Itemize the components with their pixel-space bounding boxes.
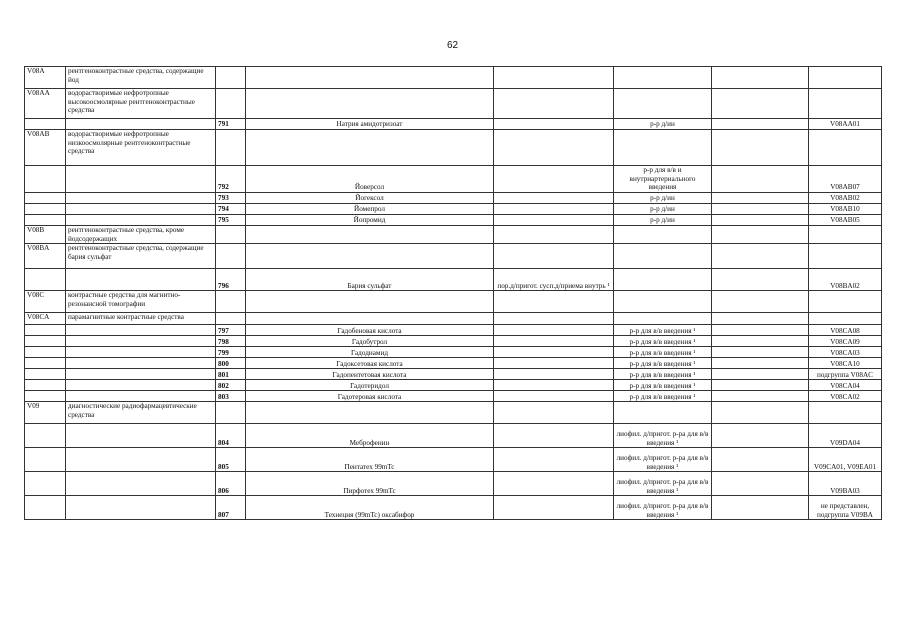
note-cell <box>712 119 809 130</box>
dosage-form-alt-cell: р-р для в/в введения ¹ <box>614 325 712 336</box>
row-number-cell: 792 <box>216 166 246 193</box>
atc-code-cell: V08AA <box>25 89 66 119</box>
atc-ref-code-cell: V08CA08 <box>809 325 882 336</box>
dosage-form-alt-cell: лиофил. д/пригот. р-ра для в/в введения ¹ <box>614 424 712 448</box>
dosage-form-cell <box>494 336 614 347</box>
drug-name-cell: Пирфотех 99mTc <box>246 472 494 496</box>
drug-name-cell: Пентатех 99mTc <box>246 448 494 472</box>
drug-name-cell <box>246 67 494 89</box>
atc-ref-code-cell <box>809 89 882 119</box>
dosage-form-alt-cell <box>614 130 712 166</box>
dosage-form-alt-cell: р-р для в/в введения ¹ <box>614 358 712 369</box>
group-name-cell: рентгеноконтрастные средства, содержащие йод <box>66 67 216 89</box>
group-name-cell: парамагнитные контрастные средства <box>66 313 216 325</box>
atc-code-cell <box>25 215 66 226</box>
group-name-cell <box>66 391 216 402</box>
atc-ref-code-cell: V08BA02 <box>809 269 882 291</box>
atc-ref-code-cell <box>809 226 882 244</box>
dosage-form-cell <box>494 166 614 193</box>
drug-name-cell: Бария сульфат <box>246 269 494 291</box>
atc-ref-code-cell: подгруппа V08AC <box>809 369 882 380</box>
group-name-cell <box>66 380 216 391</box>
note-cell <box>712 496 809 520</box>
atc-ref-code-cell: V09DA04 <box>809 424 882 448</box>
drug-name-cell: Гадоксетовая кислота <box>246 358 494 369</box>
dosage-form-alt-cell: лиофил. д/пригот. р-ра для в/в введения ¹ <box>614 496 712 520</box>
drug-name-cell: Йопромид <box>246 215 494 226</box>
note-cell <box>712 380 809 391</box>
dosage-form-alt-cell <box>614 244 712 269</box>
table-row <box>25 402 882 424</box>
row-number-cell: 806 <box>216 472 246 496</box>
dosage-form-cell: пор.д/пригот. сусп.д/приема внутрь ¹ <box>494 269 614 291</box>
atc-code-cell <box>25 369 66 380</box>
group-name-cell: диагностические радиофармацевтические средства <box>66 402 216 424</box>
dosage-form-cell <box>494 424 614 448</box>
atc-code-cell: V09 <box>25 402 66 424</box>
dosage-form-cell <box>494 325 614 336</box>
table-row <box>25 193 882 204</box>
group-name-cell <box>66 215 216 226</box>
dosage-form-alt-cell: р-р д/ин <box>614 119 712 130</box>
note-cell <box>712 391 809 402</box>
note-cell <box>712 291 809 313</box>
note-cell <box>712 269 809 291</box>
row-number-cell <box>216 291 246 313</box>
dosage-form-cell <box>494 244 614 269</box>
atc-code-cell: V08BA <box>25 244 66 269</box>
note-cell <box>712 347 809 358</box>
atc-ref-code-cell: V08AB07 <box>809 166 882 193</box>
row-number-cell: 801 <box>216 369 246 380</box>
drug-name-cell: Гадотеровая кислота <box>246 391 494 402</box>
row-number-cell <box>216 67 246 89</box>
atc-ref-code-cell <box>809 313 882 325</box>
table-row <box>25 336 882 347</box>
table-row <box>25 472 882 496</box>
drug-name-cell: Натрия амидотризоат <box>246 119 494 130</box>
dosage-form-alt-cell: р-р д/ин <box>614 204 712 215</box>
group-name-cell <box>66 166 216 193</box>
note-cell <box>712 313 809 325</box>
dosage-form-alt-cell: р-р для в/в введения ¹ <box>614 380 712 391</box>
drug-name-cell <box>246 89 494 119</box>
atc-ref-code-cell: V08CA09 <box>809 336 882 347</box>
drug-name-cell <box>246 291 494 313</box>
atc-code-cell <box>25 391 66 402</box>
note-cell <box>712 89 809 119</box>
atc-ref-code-cell: V08AB05 <box>809 215 882 226</box>
drug-name-cell: Гадодиамид <box>246 347 494 358</box>
atc-code-cell: V08B <box>25 226 66 244</box>
dosage-form-alt-cell: р-р для в/в введения ¹ <box>614 347 712 358</box>
note-cell <box>712 166 809 193</box>
atc-ref-code-cell: V08AB10 <box>809 204 882 215</box>
note-cell <box>712 402 809 424</box>
row-number-cell <box>216 244 246 269</box>
table-body <box>25 67 882 520</box>
group-name-cell: рентгеноконтрастные средства, содержащие бария сульфат <box>66 244 216 269</box>
group-name-cell: рентгеноконтрастные средства, кроме йодсодержащих <box>66 226 216 244</box>
atc-code-cell <box>25 496 66 520</box>
table-row <box>25 448 882 472</box>
table-row <box>25 325 882 336</box>
note-cell <box>712 244 809 269</box>
atc-ref-code-cell: V08CA02 <box>809 391 882 402</box>
dosage-form-alt-cell <box>614 89 712 119</box>
atc-code-cell <box>25 347 66 358</box>
table-row <box>25 226 882 244</box>
drug-name-cell: Гадопентетовая кислота <box>246 369 494 380</box>
row-number-cell: 803 <box>216 391 246 402</box>
table-row <box>25 119 882 130</box>
table-row <box>25 391 882 402</box>
note-cell <box>712 226 809 244</box>
drug-name-cell: Йомепрол <box>246 204 494 215</box>
table-row <box>25 369 882 380</box>
note-cell <box>712 325 809 336</box>
atc-ref-code-cell <box>809 402 882 424</box>
dosage-form-cell <box>494 291 614 313</box>
note-cell <box>712 193 809 204</box>
group-name-cell: водорастворимые нефротропные низкоосмолярные рентгеноконтрастные средства <box>66 130 216 166</box>
table-row <box>25 244 882 269</box>
atc-ref-code-cell <box>809 67 882 89</box>
drug-name-cell: Йоверсол <box>246 166 494 193</box>
note-cell <box>712 424 809 448</box>
row-number-cell <box>216 313 246 325</box>
table-row <box>25 166 882 193</box>
dosage-form-cell <box>494 369 614 380</box>
dosage-form-cell <box>494 215 614 226</box>
atc-code-cell <box>25 472 66 496</box>
group-name-cell: водорастворимые нефротропные высокоосмолярные рентгеноконтрастные средства <box>66 89 216 119</box>
atc-ref-code-cell <box>809 244 882 269</box>
dosage-form-cell <box>494 67 614 89</box>
dosage-form-cell <box>494 119 614 130</box>
note-cell <box>712 336 809 347</box>
dosage-form-alt-cell: р-р для в/в введения ¹ <box>614 369 712 380</box>
dosage-form-cell <box>494 226 614 244</box>
dosage-form-cell <box>494 402 614 424</box>
group-name-cell <box>66 325 216 336</box>
group-name-cell: контрастные средства для магнитно-резонансной томографии <box>66 291 216 313</box>
dosage-form-alt-cell <box>614 226 712 244</box>
atc-ref-code-cell <box>809 130 882 166</box>
group-name-cell <box>66 119 216 130</box>
row-number-cell: 795 <box>216 215 246 226</box>
dosage-form-cell <box>494 89 614 119</box>
group-name-cell <box>66 424 216 448</box>
table-row <box>25 380 882 391</box>
row-number-cell: 798 <box>216 336 246 347</box>
drug-name-cell <box>246 313 494 325</box>
drug-name-cell: Технеция (99mTc) оксабифор <box>246 496 494 520</box>
dosage-form-alt-cell <box>614 313 712 325</box>
note-cell <box>712 472 809 496</box>
atc-code-cell <box>25 166 66 193</box>
atc-ref-code-cell: V08CA10 <box>809 358 882 369</box>
atc-code-cell <box>25 424 66 448</box>
dosage-form-alt-cell: р-р д/ин <box>614 215 712 226</box>
atc-code-cell: V08AB <box>25 130 66 166</box>
atc-code-cell <box>25 448 66 472</box>
atc-code-cell <box>25 269 66 291</box>
dosage-form-alt-cell <box>614 269 712 291</box>
dosage-form-cell <box>494 496 614 520</box>
atc-ref-code-cell: V08CA04 <box>809 380 882 391</box>
row-number-cell: 800 <box>216 358 246 369</box>
group-name-cell <box>66 193 216 204</box>
atc-ref-code-cell: V08CA03 <box>809 347 882 358</box>
group-name-cell <box>66 336 216 347</box>
group-name-cell <box>66 448 216 472</box>
dosage-form-alt-cell: р-р для в/в и внутриартериального введения <box>614 166 712 193</box>
row-number-cell: 793 <box>216 193 246 204</box>
row-number-cell <box>216 402 246 424</box>
dosage-form-alt-cell <box>614 291 712 313</box>
dosage-form-alt-cell: р-р для в/в введения ¹ <box>614 336 712 347</box>
atc-code-cell: V08C <box>25 291 66 313</box>
atc-ref-code-cell: не представлен, подгруппа V09BA <box>809 496 882 520</box>
row-number-cell: 797 <box>216 325 246 336</box>
atc-ref-code-cell: V09BA03 <box>809 472 882 496</box>
atc-ref-code-cell: V09CA01, V09EA01 <box>809 448 882 472</box>
drug-list-table <box>24 66 882 520</box>
row-number-cell: 805 <box>216 448 246 472</box>
group-name-cell <box>66 204 216 215</box>
drug-name-cell: Меброфенин <box>246 424 494 448</box>
row-number-cell: 804 <box>216 424 246 448</box>
drug-name-cell <box>246 130 494 166</box>
drug-name-cell: Гадотеридол <box>246 380 494 391</box>
atc-ref-code-cell: V08AB02 <box>809 193 882 204</box>
atc-code-cell <box>25 325 66 336</box>
group-name-cell <box>66 269 216 291</box>
atc-code-cell <box>25 193 66 204</box>
atc-code-cell <box>25 358 66 369</box>
group-name-cell <box>66 472 216 496</box>
note-cell <box>712 130 809 166</box>
drug-name-cell: Йогексол <box>246 193 494 204</box>
atc-ref-code-cell <box>809 291 882 313</box>
dosage-form-cell <box>494 313 614 325</box>
drug-name-cell <box>246 226 494 244</box>
table-row <box>25 313 882 325</box>
group-name-cell <box>66 369 216 380</box>
row-number-cell: 794 <box>216 204 246 215</box>
note-cell <box>712 358 809 369</box>
row-number-cell <box>216 226 246 244</box>
table-row <box>25 358 882 369</box>
table-row <box>25 67 882 89</box>
atc-code-cell: V08A <box>25 67 66 89</box>
table-row <box>25 424 882 448</box>
note-cell <box>712 67 809 89</box>
row-number-cell: 799 <box>216 347 246 358</box>
table-row <box>25 291 882 313</box>
row-number-cell: 807 <box>216 496 246 520</box>
atc-code-cell <box>25 204 66 215</box>
atc-code-cell <box>25 336 66 347</box>
atc-code-cell <box>25 119 66 130</box>
dosage-form-cell <box>494 204 614 215</box>
note-cell <box>712 215 809 226</box>
group-name-cell <box>66 347 216 358</box>
page-number: 62 <box>446 40 459 51</box>
dosage-form-alt-cell: лиофил. д/пригот. р-ра для в/в введения ¹ <box>614 448 712 472</box>
dosage-form-alt-cell <box>614 67 712 89</box>
table-row <box>25 130 882 166</box>
drug-name-cell: Гадобутрол <box>246 336 494 347</box>
row-number-cell: 802 <box>216 380 246 391</box>
dosage-form-cell <box>494 347 614 358</box>
row-number-cell <box>216 130 246 166</box>
row-number-cell: 796 <box>216 269 246 291</box>
dosage-form-cell <box>494 472 614 496</box>
table-row <box>25 347 882 358</box>
row-number-cell: 791 <box>216 119 246 130</box>
table-row <box>25 496 882 520</box>
table-row <box>25 215 882 226</box>
dosage-form-alt-cell: лиофил. д/пригот. р-ра для в/в введения ¹ <box>614 472 712 496</box>
note-cell <box>712 369 809 380</box>
dosage-form-cell <box>494 391 614 402</box>
atc-code-cell: V08CA <box>25 313 66 325</box>
dosage-form-alt-cell: р-р д/ин <box>614 193 712 204</box>
dosage-form-cell <box>494 380 614 391</box>
drug-name-cell: Гадобеновая кислота <box>246 325 494 336</box>
table-row <box>25 269 882 291</box>
drug-name-cell <box>246 402 494 424</box>
note-cell <box>712 204 809 215</box>
drug-name-cell <box>246 244 494 269</box>
dosage-form-cell <box>494 193 614 204</box>
atc-code-cell <box>25 380 66 391</box>
group-name-cell <box>66 358 216 369</box>
dosage-form-alt-cell <box>614 402 712 424</box>
row-number-cell <box>216 89 246 119</box>
table-row <box>25 89 882 119</box>
atc-ref-code-cell: V08AA01 <box>809 119 882 130</box>
dosage-form-cell <box>494 130 614 166</box>
dosage-form-alt-cell: р-р для в/в введения ¹ <box>614 391 712 402</box>
dosage-form-cell <box>494 448 614 472</box>
note-cell <box>712 448 809 472</box>
group-name-cell <box>66 496 216 520</box>
table-row <box>25 204 882 215</box>
dosage-form-cell <box>494 358 614 369</box>
